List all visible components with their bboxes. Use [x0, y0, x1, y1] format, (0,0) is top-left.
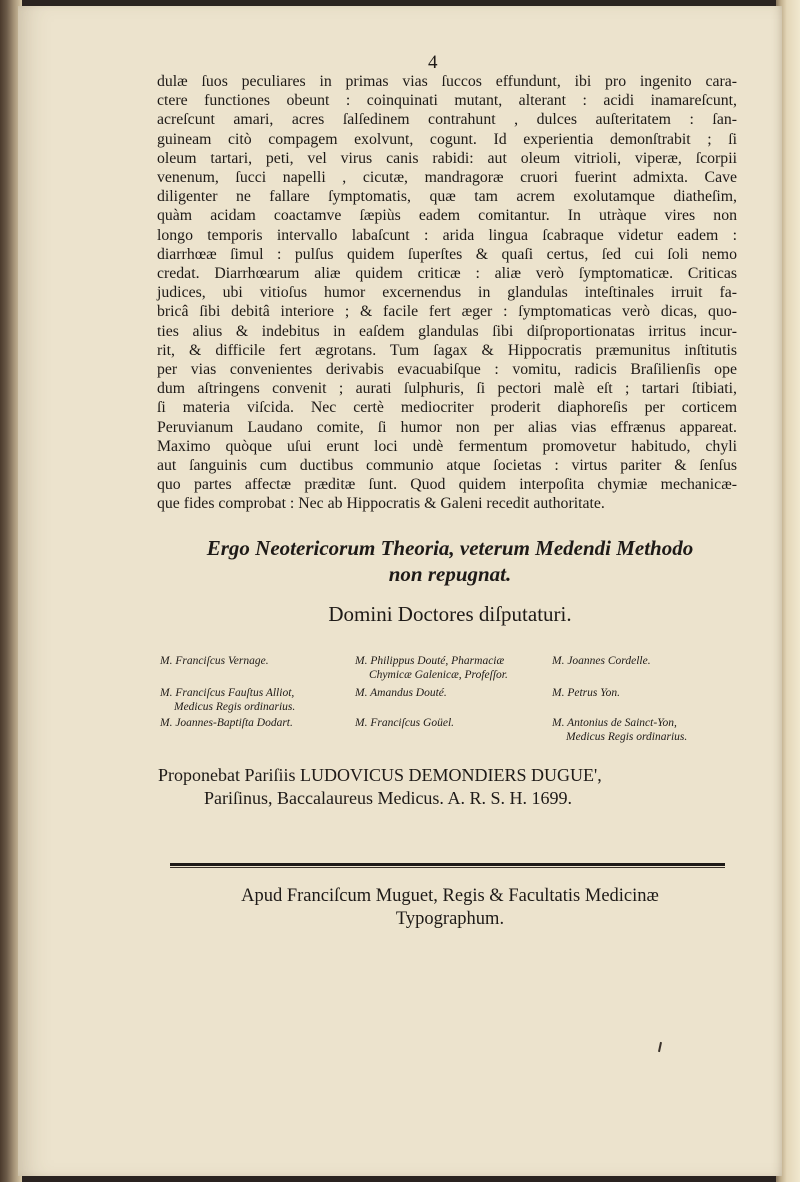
- doctor-name: M. Franciſcus Fauſtus Alliot,: [160, 687, 295, 699]
- doctor-entry: [552, 716, 687, 744]
- body-line: diarrhœæ ſimul : pulſus quidem ſuperſtes & quaſi certus, ſed cui ſoli nemo: [157, 245, 737, 263]
- body-line: judices, ubi vitioſus humor excernendus in glandulas inteſtinales irruit fa-: [157, 284, 737, 302]
- doctor-entry: [355, 716, 454, 730]
- body-line: bricâ ſibi debitâ interiore ; & facile fert æger : ſymptomaticas verò dicas, quo-: [157, 303, 737, 321]
- body-text: [157, 72, 737, 514]
- body-line: credat. Diarrhœarum aliæ quidem criticæ : aliæ verò ſymptomaticæ. Criticas: [157, 265, 737, 283]
- body-line: Maximo quòque uſui erunt loci undè fermentum promovetur habitudo, chyli: [157, 437, 737, 455]
- body-line: aut ſanguinis cum ductibus communio atque ſocietas : virtus pariter & ſenſus: [157, 457, 737, 475]
- body-line: Peruvianum Laudano comite, ſi humor non per alias vias effrænus appareat.: [157, 418, 737, 436]
- disputants-heading: Domini Doctores diſputaturi.: [328, 602, 572, 626]
- doctor-name: M. Philippus Douté, Pharmaciæ: [355, 655, 505, 667]
- thesis-line-2: non repugnat.: [388, 562, 512, 586]
- doctor-entry: [552, 686, 620, 700]
- doctor-name: M. Joannes-Baptiſta Dodart.: [160, 717, 293, 729]
- body-line: ties alius & indebitus in eaſdem glandulas ſibi diſproportionatas irritus incur-: [157, 322, 737, 340]
- body-line: venenum, ſucci napelli , cicutæ, mandragoræ cruori fuerint admixta. Cave: [157, 169, 737, 187]
- doctor-entry: [160, 716, 293, 730]
- body-line: que fides comprobat : Nec ab Hippocratis & Galeni recedit authoritate.: [157, 495, 605, 513]
- body-line: ctere functiones obeunt : coinquinati mutant, alterant : acidi inamareſcunt,: [157, 92, 737, 110]
- doctor-entry: [552, 654, 651, 668]
- doctor-title: Medicus Regis ordinarius.: [566, 731, 688, 743]
- doctor-name: M. Franciſcus Goüel.: [355, 717, 455, 729]
- body-line: dum aſtringens convenit ; aurati ſulphuris, ſi pectori malè eſt ; tartari ſtibiati,: [157, 380, 737, 398]
- body-line: guineam citò compagem exolvunt, cogunt. Id experientia demonſtrabit ; ſi: [157, 130, 737, 148]
- body-line: longo temporis intervallo labaſcunt : arida lingua ſcabraque videtur eadem :: [157, 226, 737, 244]
- page-number: 4: [428, 52, 438, 73]
- printer-line-2: Typographum.: [395, 909, 505, 929]
- body-line: oleum tartari, peti, vel virus canis rabidi: aut oleum vitrioli, viperæ, ſcorpii: [157, 149, 737, 167]
- body-line: dulæ ſuos peculiares in primas vias ſuccos effundunt, ibi pro ingenito cara-: [157, 73, 737, 90]
- body-line: quo partes affectæ præditæ ſunt. Quod quidem interpoſita chymiæ mechanicæ-: [157, 476, 737, 494]
- doctor-entry: [355, 654, 508, 682]
- doctor-name: M. Petrus Yon.: [552, 687, 620, 699]
- proponent-line-2: Pariſinus, Baccalaureus Medicus. A. R. S. H. 1699.: [204, 788, 572, 808]
- doctor-name: M. Franciſcus Vernage.: [160, 655, 269, 667]
- body-line: acreſcunt amari, acres ſalſedinem contrahunt , dulces auſteritatem : ſan-: [157, 111, 737, 129]
- doctor-title: Chymicæ Galenicæ, Profeſſor.: [369, 669, 508, 681]
- doctor-title: Medicus Regis ordinarius.: [174, 701, 296, 713]
- body-line: diligenter ne fallare ſymptomatis, quæ tam acrem exolutamque diatheſim,: [157, 188, 737, 206]
- doctor-entry: [160, 686, 295, 714]
- body-line: quàm acidam coactamve ſæpiùs eadem comitantur. In utràque vires non: [157, 207, 737, 225]
- proponent-block: [158, 764, 738, 810]
- printer-line-1: Apud Franciſcum Muguet, Regis & Facultatis Medicinæ: [241, 886, 659, 906]
- body-line: per vias convenientes derivabis evacuabiſque : vomitu, radicis Braſilienſis ope: [157, 361, 737, 379]
- thesis-line-1: Ergo Neotericorum Theoria, veterum Medendi Methodo: [206, 536, 694, 560]
- body-line: rit, & difficile fert ægrotans. Tum ſagax & Hippocratis præmunitus inſtitutis: [157, 341, 737, 359]
- doctor-name: M. Amandus Douté.: [355, 687, 447, 699]
- doctor-name: M. Joannes Cordelle.: [552, 655, 651, 667]
- doctor-name: M. Antonius de Sainct-Yon,: [552, 717, 677, 729]
- doctor-entry: [160, 654, 269, 668]
- doctor-entry: [355, 686, 447, 700]
- horizontal-rule: [170, 863, 725, 866]
- body-line: ſi materia viſcida. Nec certè mediocriter proderit diaphoreſis per corticem: [157, 399, 737, 417]
- proponent-line-1: Proponebat Pariſiis LUDOVICUS DEMONDIERS DUGUE',: [158, 765, 602, 785]
